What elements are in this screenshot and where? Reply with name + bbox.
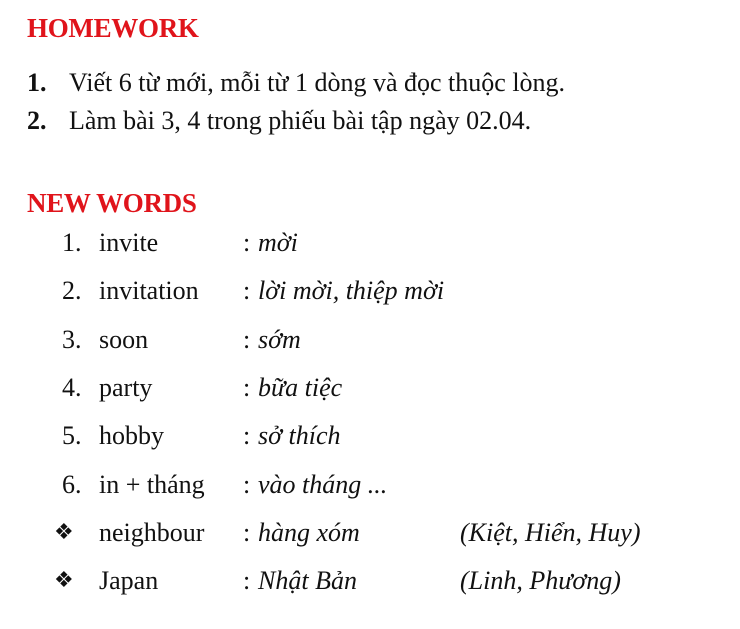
- word-english: soon: [99, 325, 149, 354]
- homework-item-number: 2.: [27, 106, 47, 135]
- word-english: invite: [99, 228, 159, 257]
- word-row: [0, 472, 740, 512]
- word-number: 1.: [62, 228, 82, 257]
- homework-item: [27, 70, 565, 96]
- homework-item-number: 1.: [27, 68, 47, 97]
- word-english: hobby: [99, 421, 164, 450]
- word-english: party: [99, 373, 153, 402]
- word-vietnamese: mời: [258, 228, 298, 257]
- word-vietnamese: bữa tiệc: [258, 373, 343, 402]
- word-colon: :: [243, 566, 251, 595]
- diamond-bullet-icon: ❖: [54, 520, 74, 545]
- word-number: 5.: [62, 421, 82, 450]
- word-row: [0, 327, 740, 367]
- word-vietnamese: sở thích: [258, 421, 341, 450]
- word-vietnamese: lời mời, thiệp mời: [258, 276, 445, 305]
- word-number: 6.: [62, 470, 82, 499]
- homework-item-text: Làm bài 3, 4 trong phiếu bài tập ngày 02.04.: [69, 106, 532, 135]
- word-colon: :: [243, 518, 251, 547]
- word-number: 3.: [62, 325, 82, 354]
- word-colon: :: [243, 470, 251, 499]
- word-colon: :: [243, 373, 251, 402]
- word-colon: :: [243, 325, 251, 354]
- word-vietnamese: sớm: [258, 325, 301, 354]
- word-colon: :: [243, 421, 251, 450]
- word-assignee-note: (Linh, Phương): [460, 566, 621, 595]
- word-row: [0, 423, 740, 463]
- word-row: [0, 278, 740, 318]
- word-row: [0, 375, 740, 415]
- word-row: [0, 568, 740, 608]
- word-vietnamese: hàng xóm: [258, 518, 360, 547]
- word-vietnamese: Nhật Bản: [258, 566, 357, 595]
- word-vietnamese: vào tháng ...: [258, 470, 388, 499]
- word-number: 4.: [62, 373, 82, 402]
- word-row: [0, 520, 740, 560]
- word-row: [0, 230, 740, 270]
- homework-item: [27, 108, 531, 134]
- word-english: Japan: [99, 566, 159, 595]
- diamond-bullet-icon: ❖: [54, 568, 74, 593]
- word-english: neighbour: [99, 518, 205, 547]
- new-words-heading: NEW WORDS: [27, 188, 197, 218]
- homework-heading: HOMEWORK: [27, 13, 199, 43]
- word-assignee-note: (Kiệt, Hiển, Huy): [460, 518, 641, 547]
- word-number: 2.: [62, 276, 82, 305]
- word-english: in + tháng: [99, 470, 205, 499]
- word-english: invitation: [99, 276, 199, 305]
- homework-item-text: Viết 6 từ mới, mỗi từ 1 dòng và đọc thuộc lòng.: [69, 68, 566, 97]
- word-colon: :: [243, 228, 251, 257]
- word-colon: :: [243, 276, 251, 305]
